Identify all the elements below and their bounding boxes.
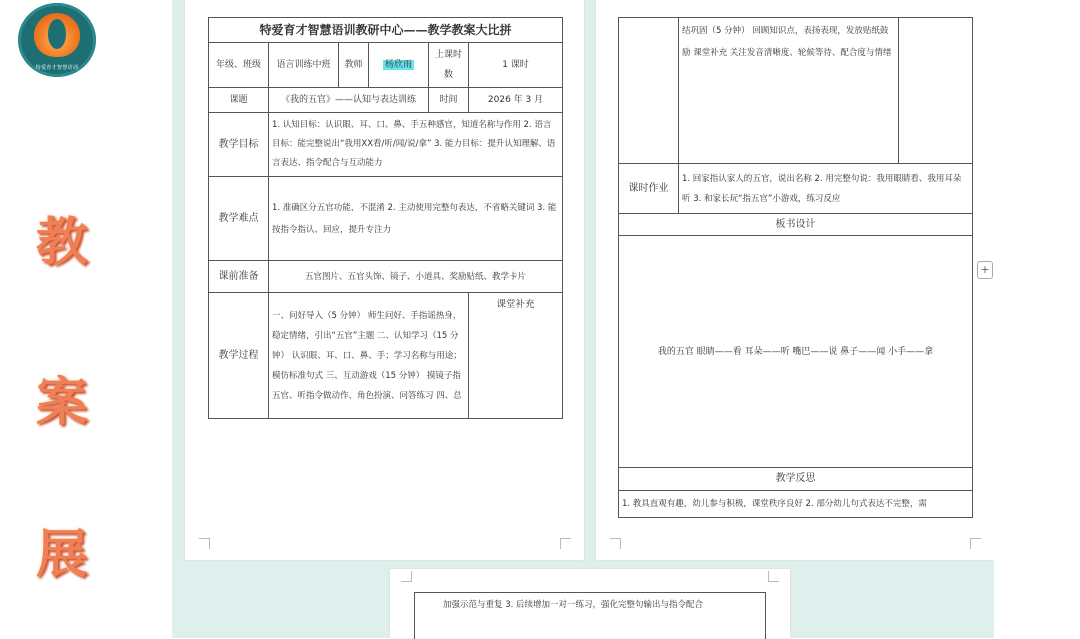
hours-value: 1 课时 — [469, 43, 563, 88]
topic-label: 课题 — [209, 88, 269, 113]
page-corner-mark — [970, 538, 981, 549]
document-page-1 — [185, 0, 584, 560]
page-corner-mark — [610, 538, 621, 549]
logo-text: 特爱育才智慧语训 — [35, 65, 79, 71]
process-label: 教学过程 — [209, 293, 269, 419]
banner-char-3: 展 — [36, 524, 89, 585]
lesson-plan-table-3 — [414, 592, 766, 639]
left-banner — [0, 0, 172, 638]
banner-char-1: 教 — [36, 212, 89, 273]
page-corner-mark — [560, 538, 571, 549]
difficulty-label: 教学难点 — [209, 177, 269, 261]
banner-char-2: 案 — [36, 372, 89, 433]
document-page-2 — [596, 0, 994, 560]
reflection-label: 教学反思 — [619, 468, 973, 491]
process-value: 一、问好导入（5 分钟） 师生问好、手指谣热身，稳定情绪，引出“五官”主题 二、认知学习（15 分钟） 认识眼、耳、口、鼻、手；学习名称与用途；模仿标准句式 三、互动游戏（15 分钟） 摸镜子指五官、听指令做动作、角色扮演、问答练习 四、总 — [269, 293, 469, 419]
page-corner-mark — [768, 571, 779, 582]
process-continued: 结巩固（5 分钟） 回顾知识点，表扬表现，发放贴纸鼓励 课堂补充 关注发音清晰度、轮候等待、配合度与情绪 — [679, 18, 899, 164]
lesson-plan-table-1 — [208, 17, 563, 419]
page-corner-mark — [199, 538, 210, 549]
grade-value: 语言训练中班 — [269, 43, 339, 88]
time-label: 时间 — [429, 88, 469, 113]
teacher-name-highlight: 杨欣雨 — [384, 60, 412, 70]
teacher-value — [369, 43, 429, 88]
teacher-label: 教师 — [339, 43, 369, 88]
plan-title: 特爱育才智慧语训教研中心——教学教案大比拼 — [209, 18, 563, 43]
reflection-continued: 加强示范与重复 3. 后续增加一对一练习，强化完整句输出与指令配合 — [415, 593, 766, 639]
organization-logo — [18, 3, 96, 77]
goals-value: 1. 认知目标：认识眼、耳、口、鼻、手五种感官，知道名称与作用 2. 语言目标：能完整说出“我用XX看/听/闻/说/拿” 3. 能力目标：提升认知理解、语言表达、指令配合与互动能力 — [269, 113, 563, 177]
prep-value: 五官图片、五官头饰、镜子、小道具、奖励贴纸、教学卡片 — [269, 261, 563, 293]
page-corner-mark — [401, 571, 412, 582]
reflection-value: 1. 教具直观有趣，幼儿参与积极，课堂秩序良好 2. 部分幼儿句式表达不完整，需 — [619, 491, 973, 518]
add-page-button[interactable]: + — [977, 261, 993, 279]
lesson-plan-table-2 — [618, 17, 973, 518]
prep-label: 课前准备 — [209, 261, 269, 293]
homework-label: 课时作业 — [619, 164, 679, 214]
document-page-3 — [390, 569, 790, 638]
supplement-label: 课堂补充 — [469, 293, 563, 419]
board-label: 板书设计 — [619, 214, 973, 236]
time-value: 2026 年 3 月 — [469, 88, 563, 113]
goals-label: 教学目标 — [209, 113, 269, 177]
homework-value: 1. 回家指认家人的五官，说出名称 2. 用完整句说：我用眼睛看、我用耳朵听 3. 和家长玩“指五官”小游戏，练习反应 — [679, 164, 973, 214]
hours-label: 上课时数 — [429, 43, 469, 88]
document-viewer[interactable] — [172, 0, 994, 638]
board-value: 我的五官 眼睛——看 耳朵——听 嘴巴——说 鼻子——闻 小手——拿 — [619, 236, 973, 468]
difficulty-value: 1. 准确区分五官功能，不混淆 2. 主动使用完整句表达，不省略关键词 3. 能按指令指认、回应，提升专注力 — [269, 177, 563, 261]
grade-label: 年级、班级 — [209, 43, 269, 88]
topic-value: 《我的五官》——认知与表达训练 — [269, 88, 429, 113]
